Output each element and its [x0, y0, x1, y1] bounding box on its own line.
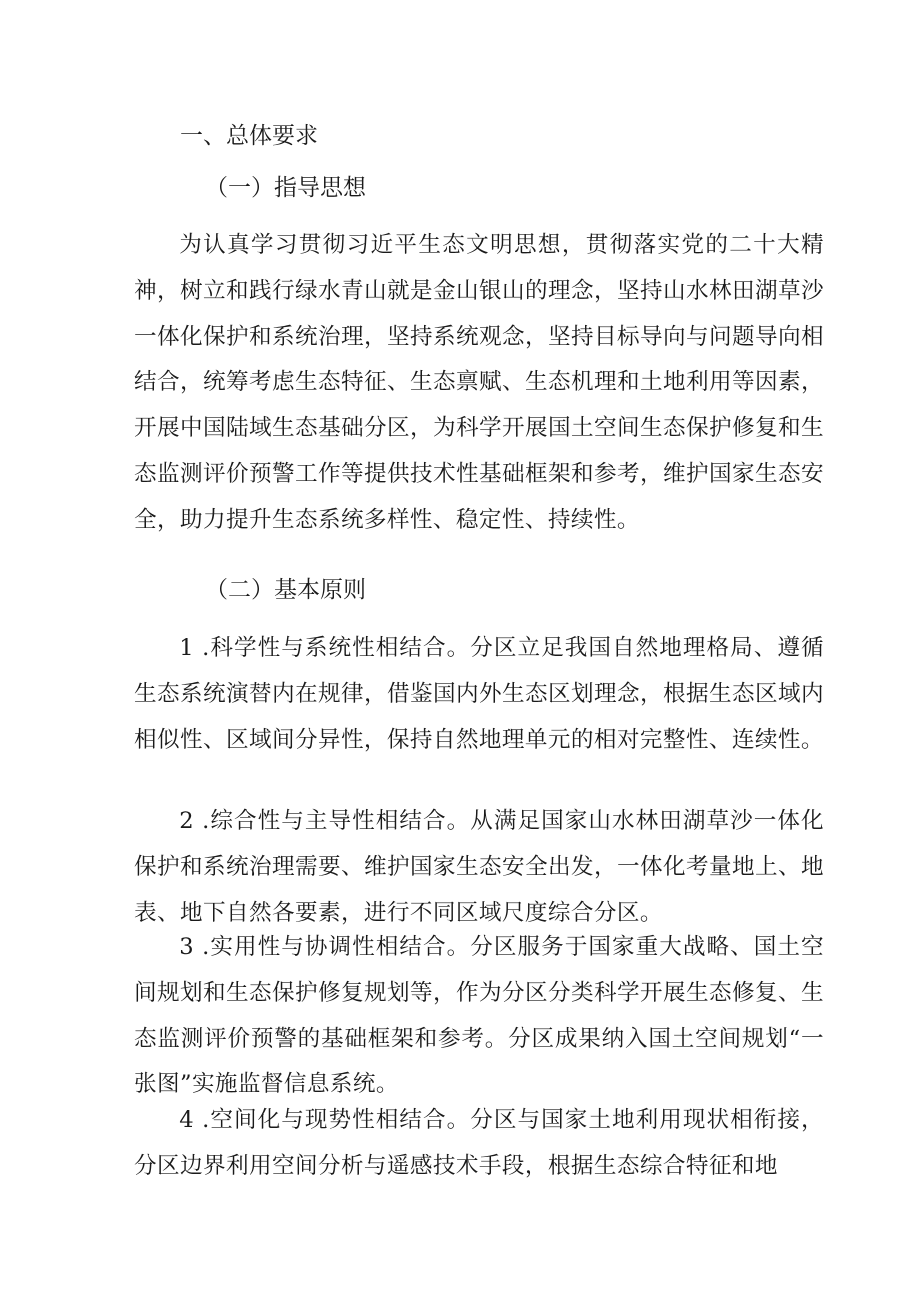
principle-paragraph-4: 4 .空间化与现势性相结合。分区与国家土地利用现状相衔接，分区边界利用空间分析与遥感技术手段，根据生态综合特征和地 [134, 1107, 824, 1179]
principle-paragraph-2: 2 .综合性与主导性相结合。从满足国家山水林田湖草沙一体化保护和系统治理需要、维护国家生态安全出发，一体化考量地上、地表、地下自然各要素，进行不同区域尺度综合分区。 [134, 808, 824, 926]
principle-paragraph-3: 3 .实用性与协调性相结合。分区服务于国家重大战略、国土空间规划和生态保护修复规划等，作为分区分类科学开展生态修复、生态监测评价预警的基础框架和参考。分区成果纳入国土空间规划“一张图”实施监督信息系统。 [134, 934, 824, 1098]
principle-paragraph-1: 1 .科学性与系统性相结合。分区立足我国自然地理格局、遵循生态系统演替内在规律，借鉴国内外生态区划理念，根据生态区域内相似性、区域间分异性，保持自然地理单元的相对完整性、连续性。 [134, 635, 824, 753]
subsection-title-basic-principles: （二）基本原则 [205, 577, 366, 603]
subsection-title-guiding-thought: （一）指导思想 [205, 175, 366, 201]
paragraph-guiding-thought: 为认真学习贯彻习近平生态文明思想，贯彻落实党的二十大精神，树立和践行绿水青山就是金山银山的理念，坚持山水林田湖草沙一体化保护和系统治理，坚持系统观念，坚持目标导向与问题导向相结合，统筹考虑生态特征、生态禀赋、生态机理和土地利用等因素，开展中国陆域生态基础分区，为科学开展国土空间生态保护修复和生态监测评价预警工作等提供技术性基础框架和参考，维护国家生态安全，助力提升生态系统多样性、稳定性、持续性。 [134, 232, 824, 533]
section-title: 一、总体要求 [180, 123, 318, 149]
